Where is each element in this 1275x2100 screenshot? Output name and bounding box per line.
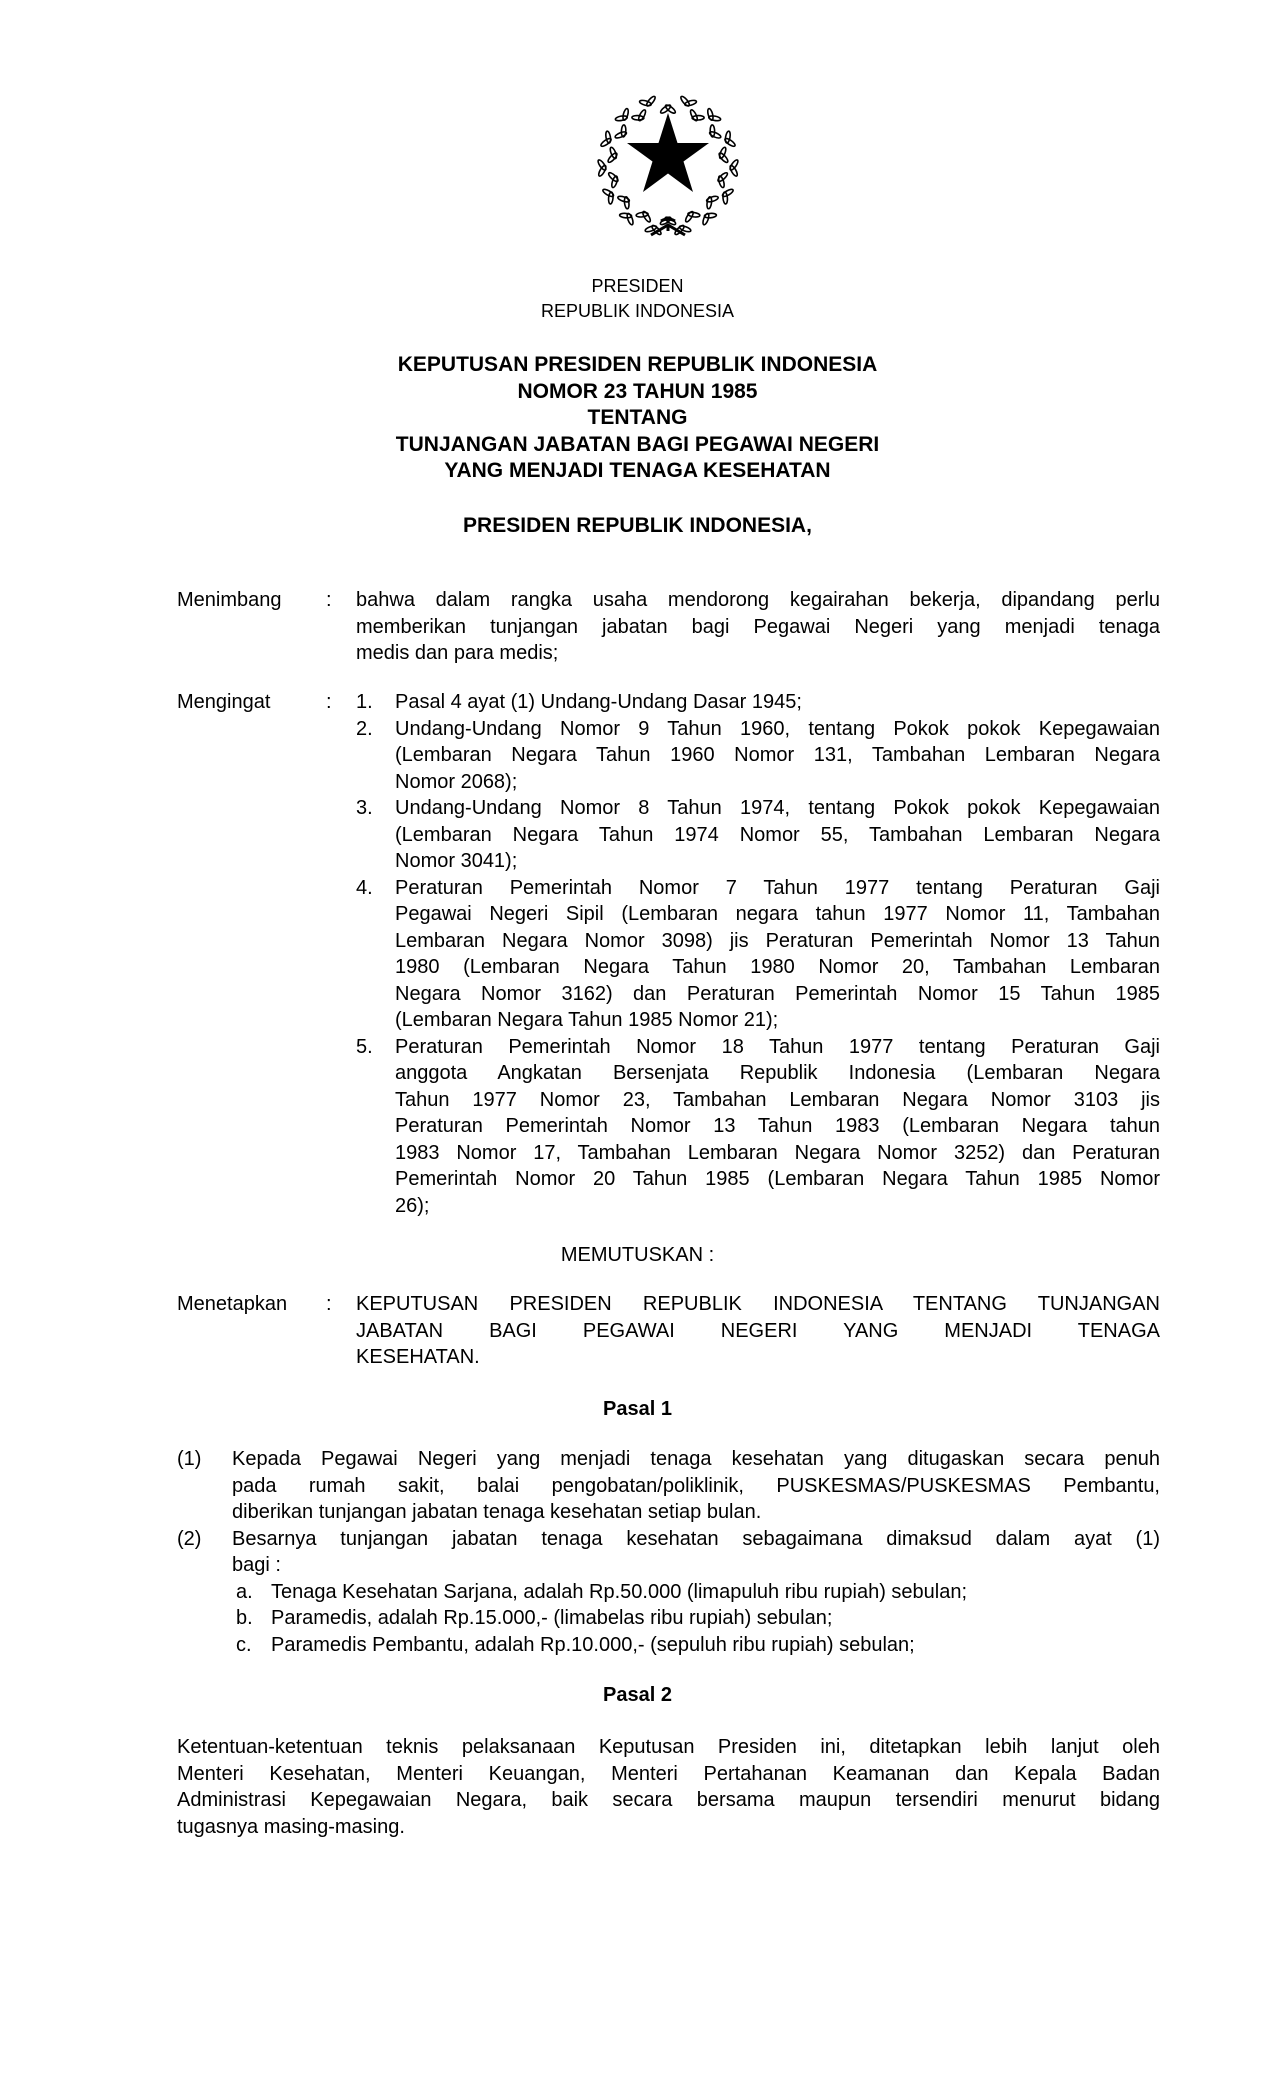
menetapkan-text [356,1291,1160,1371]
text-line: Undang-Undang Nomor 8 Tahun 1974, tentang Pokok pokok Kepegawaian [395,797,1160,819]
text-line: diberikan tunjangan jabatan tenaga kesehatan setiap bulan. [232,1501,762,1523]
text-line: Kepada Pegawai Negeri yang menjadi tenaga kesehatan yang ditugaskan secara penuh [232,1448,1160,1470]
text-line: KEPUTUSAN PRESIDEN REPUBLIK INDONESIA TENTANG TUNJANGAN [356,1293,1160,1315]
text-line: Peraturan Pemerintah Nomor 18 Tahun 1977 tentang Peraturan Gaji [395,1035,1160,1058]
text-line: Nomor 3041); [395,850,518,872]
text-line: Nomor 2068); [395,770,518,793]
document-title [0,352,1275,485]
text-line: Administrasi Kepegawaian Negara, baik secara bersama maupun tersendiri menurut bidang [177,1789,1160,1811]
text-line: anggota Angkatan Bersenjata Republik Indonesia (Lembaran Negara [395,1062,1160,1084]
laurel-leaf [617,195,630,203]
text-line: Ketentuan-ketentuan teknis pelaksanaan Keputusan Presiden ini, ditetapkan lebih lanjut oleh [177,1736,1160,1758]
ayat-number: (1) [177,1448,202,1470]
laurel-leaf [622,108,629,121]
sub-item-text: Paramedis Pembantu, adalah Rp.10.000,- (sepuluh ribu rupiah) sebulan; [271,1633,915,1656]
ayat [177,1526,1160,1659]
mengingat-label: Mengingat [177,691,271,713]
list-item-text [395,1034,1160,1220]
list-item-text [395,875,1160,1034]
menetapkan-colon: : [326,1293,332,1315]
office-heading [0,274,1275,324]
text-line: Pemerintah Nomor 20 Tahun 1985 (Lembaran Negara Tahun 1985 Nomor [395,1168,1160,1190]
text-line: 1983 Nomor 17, Tambahan Lembaran Negara Nomor 3252) dan Peraturan [395,1141,1160,1164]
list-item [356,795,1160,875]
laurel-leaf [704,213,716,218]
text-line: Negara Nomor 3162) dan Peraturan Pemerintah Nomor 15 Tahun 1985 [395,982,1160,1005]
text-line: Pasal 4 ayat (1) Undang-Undang Dasar 1945; [395,691,802,713]
sub-item [236,1605,1160,1632]
list-item [356,1034,1160,1220]
list-number: 1. [356,691,373,713]
menetapkan-label: Menetapkan [177,1293,288,1315]
list-item [356,689,1160,716]
text-line: (Lembaran Negara Tahun 1985 Nomor 21); [395,1009,779,1031]
list-item-text [395,716,1160,796]
sub-item [236,1632,1160,1659]
ayat-number: (2) [177,1527,202,1550]
text-line: JABATAN BAGI PEGAWAI NEGERI YANG MENJADI TENAGA [356,1319,1160,1342]
laurel-leaf [689,109,698,122]
title-line: TUNJANGAN JABATAN BAGI PEGAWAI NEGERI [395,432,880,456]
text-line: memberikan tunjangan jabatan bagi Pegawai Negeri yang menjadi tenaga [356,615,1160,638]
list-item [356,716,1160,796]
pasal-2-body [177,1734,1160,1840]
laurel-leaf [619,213,631,218]
mengingat-list [356,689,1160,1219]
sub-item-letter: b. [236,1607,253,1629]
office-line: REPUBLIK INDONESIA [540,301,735,321]
memutuskan-heading: MEMUTUSKAN : [560,1244,715,1266]
text-line: Menteri Kesehatan, Menteri Keuangan, Menteri Pertahanan Keamanan dan Kepala Badan [177,1762,1160,1785]
text-line: 26); [395,1194,430,1217]
laurel-leaf [636,212,648,218]
list-number: 2. [356,717,373,740]
text-line: bagi : [232,1554,281,1576]
text-line: Peraturan Pemerintah Nomor 13 Tahun 1983 (Lembaran Negara tahun [395,1115,1160,1137]
sub-item-letter: a. [236,1580,253,1603]
list-item [356,875,1160,1034]
title-line: KEPUTUSAN PRESIDEN REPUBLIK INDONESIA [397,353,878,376]
text-line: pada rumah sakit, balai pengobatan/poliklinik, PUSKESMAS/PUSKESMAS Pembantu, [232,1474,1160,1497]
title-line: TENTANG [587,406,688,429]
text-line: Lembaran Negara Nomor 3098) jis Peraturan Pemerintah Nomor 13 Tahun [395,929,1160,952]
menimbang-text [356,587,1160,667]
menimbang-label: Menimbang [177,589,282,611]
list-item-text [395,689,1160,716]
laurel-leaf [637,109,647,122]
preamble: PRESIDEN REPUBLIK INDONESIA, [463,514,812,537]
text-line: 1980 (Lembaran Negara Tahun 1980 Nomor 20, Tambahan Lembaran [395,956,1160,978]
pasal-2-heading: Pasal 2 [603,1684,672,1706]
text-line: Tahun 1977 Nomor 23, Tambahan Lembaran Negara Nomor 3103 jis [395,1088,1160,1111]
title-line: NOMOR 23 TAHUN 1985 [517,379,758,403]
text-line: KESEHATAN. [356,1346,480,1368]
sub-item-text: Paramedis, adalah Rp.15.000,- (limabelas ribu rupiah) sebulan; [271,1607,833,1629]
list-number: 5. [356,1035,373,1058]
list-number: 3. [356,797,373,819]
menimbang-colon: : [326,589,332,611]
ayat-text [232,1526,1160,1579]
laurel-leaf [605,131,611,144]
sub-item-text: Tenaga Kesehatan Sarjana, adalah Rp.50.000 (limapuluh ribu rupiah) sebulan; [271,1580,968,1603]
text-line: medis dan para medis; [356,642,559,664]
ayat [177,1446,1160,1526]
sub-item [236,1579,1160,1606]
sub-item-letter: c. [236,1633,252,1656]
text-line: (Lembaran Negara Tahun 1974 Nomor 55, Tambahan Lembaran Negara [395,823,1160,846]
text-line: Undang-Undang Nomor 9 Tahun 1960, tentang Pokok pokok Kepegawaian [395,717,1160,740]
list-number: 4. [356,876,373,899]
text-line: tugasnya masing-masing. [177,1815,405,1838]
text-line: Peraturan Pemerintah Nomor 7 Tahun 1977 tentang Peraturan Gaji [395,876,1160,899]
office-line: PRESIDEN [591,276,684,296]
laurel-leaf [707,108,714,121]
laurel-leaf [688,212,700,218]
text-line: bahwa dalam rangka usaha mendorong kegairahan bekerja, dipandang perlu [356,589,1160,611]
ayat-text [232,1446,1160,1526]
laurel-leaf [725,131,731,144]
mengingat-colon: : [326,691,332,713]
text-line: Besarnya tunjangan jabatan tenaga kesehatan sebagaimana dimaksud dalam ayat (1) [232,1527,1160,1550]
list-item-text [395,795,1160,875]
text-line: (Lembaran Negara Tahun 1960 Nomor 131, Tambahan Lembaran Negara [395,744,1160,766]
garuda-presidential-emblem [589,85,747,245]
pasal-1-heading: Pasal 1 [603,1398,672,1420]
title-line: YANG MENJADI TENAGA KESEHATAN [444,459,831,482]
pasal-1-body [177,1446,1160,1658]
star-icon [627,113,709,192]
text-line: Pegawai Negeri Sipil (Lembaran negara tahun 1977 Nomor 11, Tambahan [395,903,1160,925]
